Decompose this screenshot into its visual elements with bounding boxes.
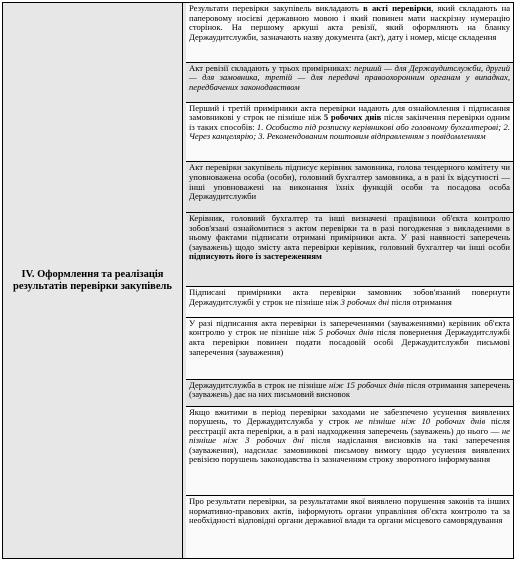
section-cell — [3, 3, 183, 558]
procedure-row — [186, 3, 513, 63]
procedure-text: після закінчення перевірки одним із таких способів: — [189, 112, 510, 132]
procedure-text: 3 робочих дні — [340, 296, 390, 307]
procedure-text: Результати перевірки закупівель викладають — [189, 3, 364, 13]
procedure-row — [186, 380, 513, 407]
procedure-text: після повернення Держаудитслужбі акта перевірки повинен подати посадовій особі Держаудитслужби письмові заперечення (зауваження) — [189, 327, 511, 357]
procedure-text: перший — для Держаудитслужби, другий — для замовника, третій — для передачі правоохоронним органам у випадках, передбачених законодавством — [189, 62, 511, 92]
procedure-text: , який складають на паперовому носієві державною мовою і який повинен мати наскрізну нумерацію сторінок. На першому аркуші акта ревізії, який оформляють на бланку Держаудитслужби, зазначають назву документа (акт), дату і номер, місце складення — [189, 3, 511, 42]
procedure-row — [186, 213, 513, 287]
procurement-audit-table — [2, 2, 514, 559]
procedure-text: Акт перевірки закупівель підписує керівник замовника, голова тендерного комітету чи уповноважена особа (особи), головний бухгалтер замовника, а в разі їх відсутності — інші уповноважені на виконання їхніх функцій особи та посадова особа Держаудитслужби — [189, 162, 510, 202]
procedure-text: після отримання заперечень (зауважень) дає на них письмовий висновок — [189, 379, 511, 400]
procedure-text: не пізніше ніж 10 робочих днів — [354, 416, 486, 427]
procedure-text: підписують його із застереженням — [189, 251, 322, 262]
procedure-row — [186, 162, 513, 213]
procedure-column — [186, 3, 513, 558]
procedure-row — [186, 496, 513, 558]
procedure-text: Про результати перевірки, за результатами якої виявлено порушення законів та інших нормативно-правових актів, інформують органи управління об'єкта контролю та за необхідності відповідні органи державної влади та органи місцевого самоврядування — [189, 496, 510, 526]
procedure-text: У разі підписання акта перевірки із запереченнями (зауваженнями) керівник об'єкта контролю у строк не пізніше ніж — [189, 317, 510, 338]
procedure-row — [186, 287, 513, 318]
procedure-text: не пізніше ніж 3 робочих дні — [189, 425, 510, 446]
procedure-row — [186, 407, 513, 497]
procedure-text: Підписані примірники акта перевірки замовник зобов'язаний повернути Держаудитслужбі у строк не пізніше ніж — [189, 286, 510, 307]
procedure-text: Акт ревізії складають у трьох примірниках: — [189, 62, 355, 73]
section-title: IV. Оформлення та реалізація результатів перевірки закупівель — [13, 268, 172, 292]
procedure-text: Держаудитслужба в строк не пізніше — [189, 379, 330, 390]
procedure-text: після отримання — [389, 296, 452, 307]
procedure-row — [186, 103, 513, 163]
procedure-text: 5 робочих днів — [318, 327, 374, 338]
procedure-row — [186, 318, 513, 380]
procedure-text: в акті перевірки — [363, 3, 432, 13]
procedure-row — [186, 63, 513, 103]
procedure-text: 1. Особисто під розписку керівникові або головному бухгалтерові; 2. Через канцелярію; 3. Рекомендованим поштовим відправленням з повідомленням — [189, 121, 510, 142]
procedure-text: ніж 15 робочих днів — [329, 379, 404, 390]
procedure-text: 5 робочих днів — [323, 112, 382, 123]
procedure-text: після реєстрації акта перевірки, а в разі надходження заперечень (зауважень) до нього — — [189, 416, 510, 436]
procedure-text: Перший і третій примірники акта перевірки надають для ознайомлення і підписання замовникові у строк не пізніше ніж — [189, 102, 510, 123]
procedure-text: після надіслання висновків на такі заперечення (зауваження), надсилає замовникові письмову вимогу щодо усунення виявлених ревізією порушень законодавства із зазначенням строку зворотного інформування — [189, 435, 510, 465]
procedure-text: Якщо вжитими в період перевірки заходами не забезпечено усунення виявлених порушень, то Держаудитслужба у строк — [189, 406, 510, 427]
procedure-text: Керівник, головний бухгалтер та інші визначені працівники об'єкта контролю зобов'язані ознайомитися з актом перевірки та в разі погодження з викладеними в ньому фактами підписати отримані примірники акта. У разі наявності заперечень (зауважень) щодо змісту акта перевірки керівник, головний бухгалтер чи інші особи — [189, 213, 510, 252]
